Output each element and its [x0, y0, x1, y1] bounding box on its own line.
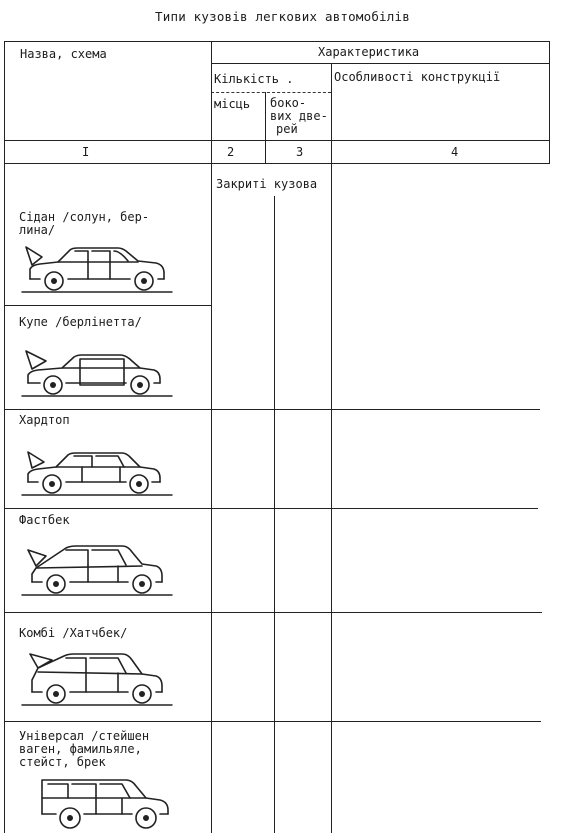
column-numbers-bottom-border [4, 163, 550, 164]
row-name-line-1: Універсал /стейшен [19, 729, 150, 743]
row-divider-4 [4, 612, 542, 613]
quantity-underline [211, 92, 331, 93]
header-construction-features: Особливості конструкції [334, 70, 501, 84]
header-side-doors-line-1: боко- [270, 96, 307, 110]
row-divider-1 [4, 305, 211, 306]
table-right-border [549, 41, 550, 163]
seats-column-border [265, 92, 266, 163]
header-seats: місць [214, 97, 251, 111]
table-top-border [4, 41, 550, 42]
row-name-line-1: Сідан /солун, бер- [19, 210, 150, 224]
page-title: Типи кузовів легкових автомобілів [155, 9, 410, 24]
features-column-border [331, 63, 332, 833]
fastback-car-icon [22, 538, 172, 598]
section-label-closed-bodies: Закриті кузова [216, 177, 318, 191]
characteristics-underline [211, 63, 550, 64]
row-divider-3 [4, 508, 538, 509]
column-number-3: 3 [296, 145, 304, 159]
row-name-line-2: лина/ [19, 223, 56, 237]
row-divider-5 [4, 721, 541, 722]
name-column-border [211, 41, 212, 833]
wagon-car-icon [22, 772, 172, 832]
hardtop-car-icon [22, 440, 172, 500]
hatchback-car-icon [22, 648, 172, 708]
header-characteristics: Характеристика [318, 45, 420, 59]
header-side-doors-line-2: вих две- [270, 109, 328, 123]
seats-column-border-lower [274, 196, 275, 833]
row-name-line-3: стейст, брек [19, 755, 106, 769]
row-name-line-1: Фастбек [19, 513, 70, 527]
header-bottom-border [4, 140, 550, 141]
header-side-doors-line-3: рей [276, 122, 298, 136]
table-left-border [4, 41, 5, 833]
header-quantity: Кількість . [214, 72, 294, 86]
header-name-schema: Назва, схема [20, 47, 107, 61]
column-number-4: 4 [451, 145, 459, 159]
column-number-2: 2 [227, 145, 235, 159]
coupe-car-icon [22, 343, 172, 403]
row-name-line-1: Комбі /Хатчбек/ [19, 626, 128, 640]
row-name-line-2: ваген, фамильяле, [19, 742, 142, 756]
row-divider-2 [4, 409, 540, 410]
row-name-line-1: Хардтоп [19, 413, 70, 427]
sedan-car-icon [22, 237, 172, 297]
column-number-1: I [82, 145, 90, 159]
row-name-line-1: Купе /берлінетта/ [19, 315, 142, 329]
